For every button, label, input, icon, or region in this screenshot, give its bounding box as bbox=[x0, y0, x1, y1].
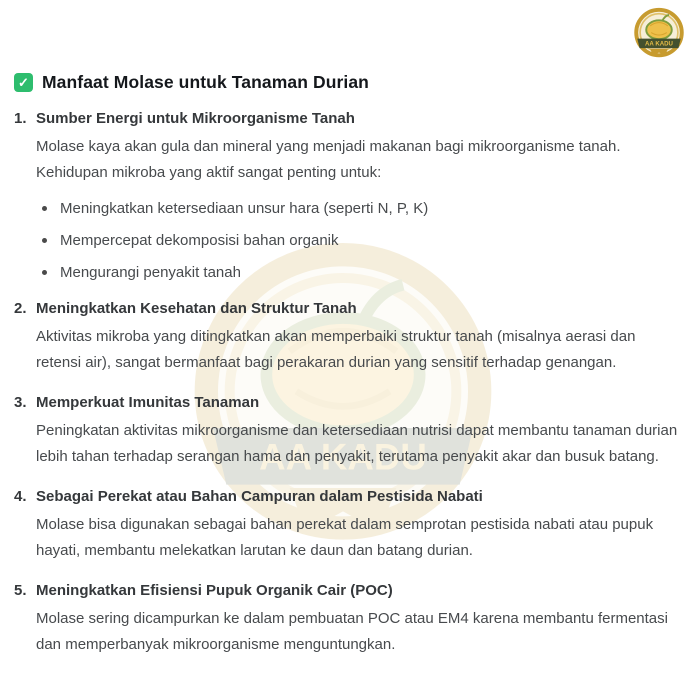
section-heading bbox=[14, 392, 678, 414]
section-number: 3. bbox=[14, 394, 27, 411]
section-heading-text: Meningkatkan Kesehatan dan Struktur Tanah bbox=[36, 300, 357, 317]
list-item bbox=[14, 486, 678, 564]
section-heading bbox=[14, 108, 678, 130]
section-heading-text: Sumber Energi untuk Mikroorganisme Tanah bbox=[36, 110, 355, 127]
section-body: Peningkatan aktivitas mikroorganisme dan ketersediaan nutrisi dapat membantu tanaman durian lebih tahan terhadap serangan hama dan penyakit, terutama penyakit akar dan busuk batang. bbox=[36, 422, 678, 465]
section-heading-text: Sebagai Perekat atau Bahan Campuran dalam Pestisida Nabati bbox=[36, 488, 483, 505]
bullet-item bbox=[42, 263, 678, 282]
section-number: 5. bbox=[14, 582, 27, 599]
section-heading bbox=[14, 486, 678, 508]
bullet-dot-icon bbox=[42, 206, 47, 211]
section-body: Molase sering dicampurkan ke dalam pembuatan POC atau EM4 karena membantu fermentasi dan memperbanyak mikroorganisme menguntungkan. bbox=[36, 610, 668, 653]
bullet-item bbox=[42, 199, 678, 218]
bullet-item bbox=[42, 231, 678, 250]
brand-logo bbox=[631, 7, 687, 67]
benefits-list bbox=[14, 108, 678, 658]
section-heading-text: Meningkatkan Efisiensi Pupuk Organik Cair (POC) bbox=[36, 582, 393, 599]
title-row bbox=[14, 72, 678, 93]
document-content bbox=[14, 72, 678, 674]
sub-bullet-list bbox=[42, 199, 678, 282]
bullet-text: Mempercepat dekomposisi bahan organik bbox=[60, 232, 339, 249]
section-number: 1. bbox=[14, 110, 27, 127]
bullet-text: Mengurangi penyakit tanah bbox=[60, 264, 241, 281]
list-item bbox=[14, 298, 678, 376]
check-icon: ✓ bbox=[14, 73, 33, 92]
section-heading-text: Memperkuat Imunitas Tanaman bbox=[36, 394, 260, 411]
brand-logo-icon bbox=[631, 7, 687, 67]
section-number: 2. bbox=[14, 300, 27, 317]
section-body: Aktivitas mikroba yang ditingkatkan akan memperbaiki struktur tanah (misalnya aerasi dan retensi air), sangat bermanfaat bagi perakaran durian yang sensitif terhadap genangan. bbox=[36, 328, 636, 371]
bullet-text: Meningkatkan ketersediaan unsur hara (seperti N, P, K) bbox=[60, 200, 429, 217]
section-body: Molase kaya akan gula dan mineral yang menjadi makanan bagi mikroorganisme tanah. Kehidupan mikroba yang aktif sangat penting untuk: bbox=[36, 138, 621, 181]
list-item bbox=[14, 108, 678, 282]
list-item bbox=[14, 580, 678, 658]
bullet-dot-icon bbox=[42, 270, 47, 275]
section-number: 4. bbox=[14, 488, 27, 505]
bullet-dot-icon bbox=[42, 238, 47, 243]
section-heading bbox=[14, 298, 678, 320]
list-item bbox=[14, 392, 678, 470]
section-heading bbox=[14, 580, 678, 602]
page-title: Manfaat Molase untuk Tanaman Durian bbox=[42, 72, 369, 92]
section-body: Molase bisa digunakan sebagai bahan perekat dalam semprotan pestisida nabati atau pupuk hayati, membantu melekatkan larutan ke daun dan batang durian. bbox=[36, 516, 654, 559]
